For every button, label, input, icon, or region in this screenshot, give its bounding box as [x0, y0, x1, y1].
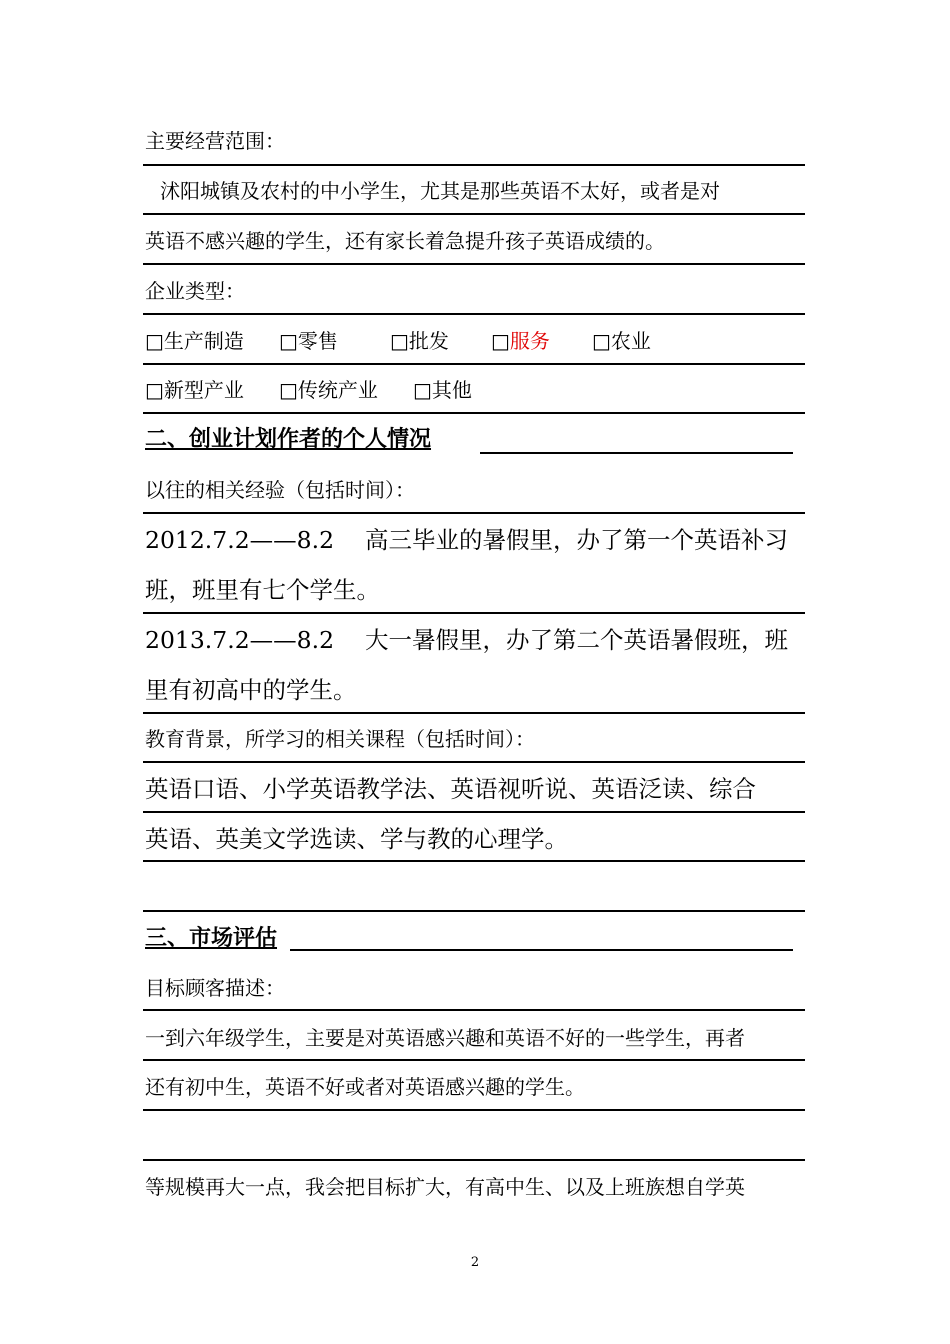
heading-underline: [290, 949, 793, 951]
rule: [143, 761, 805, 763]
enterprise-type-label: 企业类型：: [145, 279, 245, 303]
rule: [143, 612, 805, 614]
checkbox-service[interactable]: [491, 328, 550, 354]
rule: [143, 363, 805, 365]
checkbox-service-label: 服务: [509, 329, 550, 353]
experience-line: 2013.7.2——8.2 大一暑假里，办了第二个英语暑假班，班: [145, 626, 788, 654]
rule: [143, 1009, 805, 1011]
business-scope-line: 沭阳城镇及农村的中小学生，尤其是那些英语不太好，或者是对: [160, 179, 720, 203]
rule: [143, 512, 805, 514]
education-label: 教育背景，所学习的相关课程（包括时间）：: [145, 727, 535, 751]
rule: [143, 313, 805, 315]
rule: [143, 1109, 805, 1111]
target-customer-label: 目标顾客描述：: [145, 976, 285, 1000]
business-scope-line: 英语不感兴趣的学生，还有家长着急提升孩子英语成绩的。: [145, 229, 665, 253]
rule: [143, 213, 805, 215]
checkbox-box: □: [491, 329, 510, 353]
target-customer-line: 还有初中生，英语不好或者对英语感兴趣的学生。: [145, 1075, 585, 1099]
rule: [143, 412, 805, 414]
checkbox-other[interactable]: □其他: [413, 378, 472, 402]
experience-line: 2012.7.2——8.2 高三毕业的暑假里，办了第一个英语补习: [145, 526, 788, 554]
checkbox-retail[interactable]: □零售: [279, 329, 338, 353]
experience-line: 里有初高中的学生。: [145, 676, 357, 704]
page-number: 2: [470, 1255, 480, 1270]
rule: [143, 811, 805, 813]
experience-line: 班，班里有七个学生。: [145, 576, 380, 604]
rule: [143, 712, 805, 714]
experience-label: 以往的相关经验（包括时间）：: [145, 478, 415, 502]
rule: [143, 164, 805, 166]
enterprise-type-row-1: [145, 328, 651, 354]
rule: [143, 1159, 805, 1161]
rule: [143, 860, 805, 862]
checkbox-agriculture[interactable]: □农业: [592, 329, 651, 353]
section-3-heading: 三、市场评估: [145, 925, 278, 951]
checkbox-manufacturing[interactable]: □生产制造: [145, 329, 244, 353]
heading-underline: [480, 452, 793, 454]
checkbox-new-industry[interactable]: □新型产业: [145, 378, 244, 402]
business-scope-label: 主要经营范围：: [145, 129, 285, 153]
checkbox-traditional-industry[interactable]: □传统产业: [279, 378, 378, 402]
education-line: 英语口语、小学英语教学法、英语视听说、英语泛读、综合: [145, 775, 756, 803]
education-line: 英语、英美文学选读、学与教的心理学。: [145, 825, 568, 853]
enterprise-type-row-2: [145, 377, 472, 403]
checkbox-wholesale[interactable]: □批发: [390, 329, 449, 353]
section-2-heading: 二、创业计划作者的个人情况: [145, 426, 432, 452]
target-customer-line: 一到六年级学生，主要是对英语感兴趣和英语不好的一些学生，再者: [145, 1026, 745, 1050]
rule: [143, 263, 805, 265]
rule: [143, 1059, 805, 1061]
rule: [143, 910, 805, 912]
target-customer-line: 等规模再大一点，我会把目标扩大，有高中生、以及上班族想自学英: [145, 1175, 745, 1199]
